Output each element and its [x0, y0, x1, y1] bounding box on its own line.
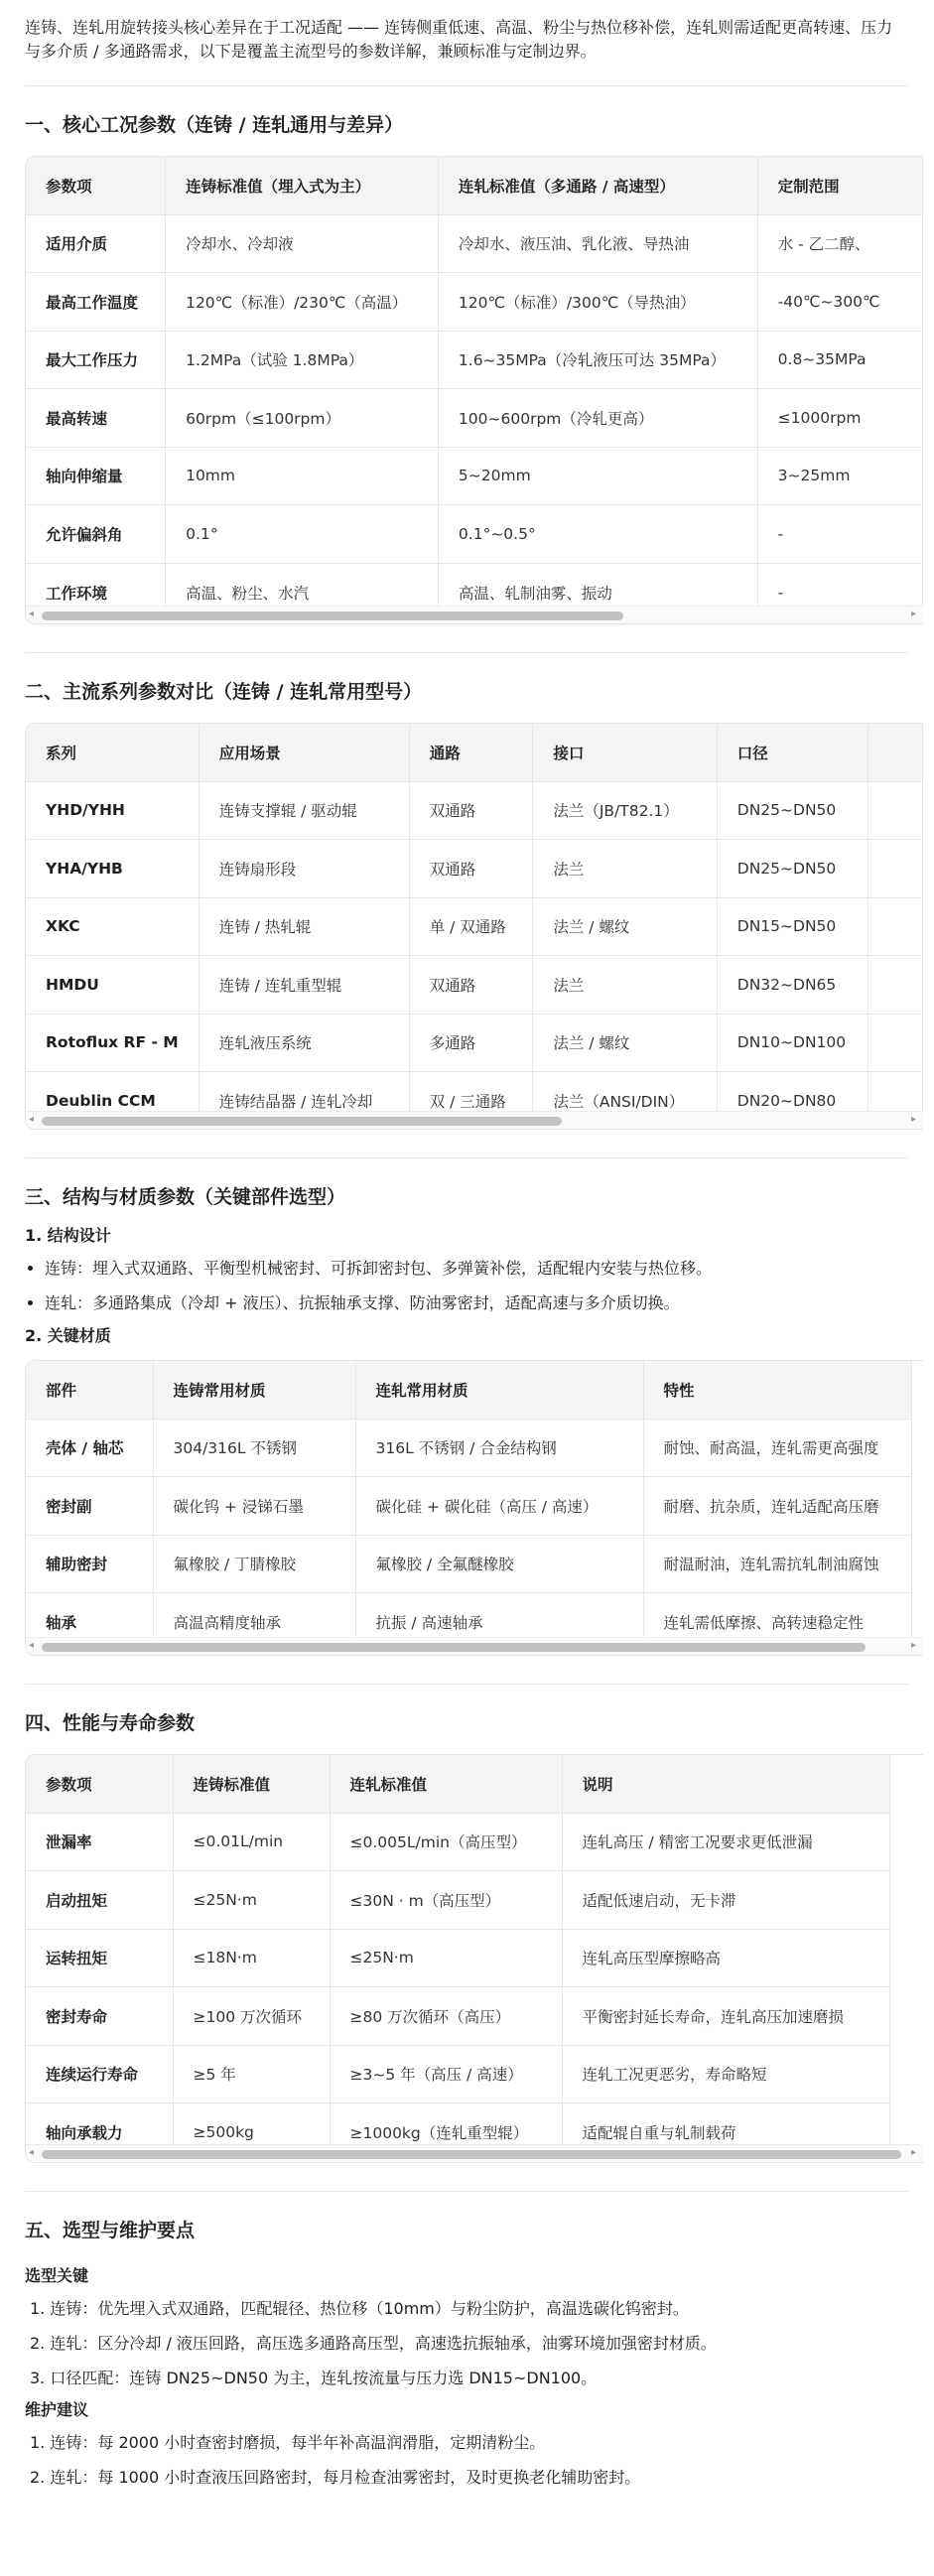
table-cell: 氟橡胶 / 全氟醚橡胶: [355, 1535, 643, 1593]
selection-list: [25, 2291, 934, 2395]
table-header: 口径: [717, 724, 867, 781]
structure-list: [25, 1251, 934, 1320]
table-header: 连铸标准值: [173, 1755, 330, 1813]
table-row: [26, 1477, 911, 1536]
table-cell: DN32~DN65: [717, 956, 867, 1015]
table-cell: ≤0.01L/min: [173, 1813, 330, 1871]
table-cell: ≥5 年: [173, 2045, 330, 2103]
subheading-materials: 2. 关键材质: [25, 1326, 111, 1345]
section-title-selection: 五、选型与维护要点: [25, 2220, 196, 2241]
scroll-left-icon[interactable]: ◂: [29, 1114, 35, 1125]
section-title-core-params: 一、核心工况参数（连铸 / 连轧通用与差异）: [25, 114, 404, 136]
performance-table: [25, 1754, 923, 2163]
table-cell: 3~25mm: [757, 447, 922, 505]
table-header: 参数项: [26, 157, 166, 214]
table-cell: 工作环境: [26, 563, 166, 621]
table-cell: -40℃~300℃: [757, 273, 922, 332]
table-cell: 多通路: [409, 1014, 533, 1072]
table-row: [26, 214, 923, 273]
divider: [25, 1157, 908, 1158]
table-row: [26, 1014, 923, 1072]
table-cell: 0.1°~0.5°: [438, 505, 757, 564]
table-header: [868, 724, 923, 781]
table-cell: 1.2MPa（试验 1.8MPa）: [166, 331, 439, 389]
table-cell: 60rpm（≤100rpm）: [166, 389, 439, 448]
table-row: [26, 331, 923, 389]
divider: [25, 85, 908, 86]
table-cell: 连轧高压型摩擦略高: [562, 1929, 889, 1987]
table-row: [26, 505, 923, 564]
table-cell: 316L 不锈钢 / 合金结构钢: [355, 1419, 643, 1477]
table-cell: ≥3~5 年（高压 / 高速）: [330, 2045, 562, 2103]
table-cell: 耐磨、抗杂质，连轧适配高压磨: [643, 1477, 911, 1536]
table-cell: 最大工作压力: [26, 331, 166, 389]
table-cell: 轴承: [26, 1593, 153, 1652]
list-item: 2. 连轧：每 1000 小时查液压回路密封，每月检查油雾密封，及时更换老化辅助密封。: [30, 2468, 641, 2487]
subheading-selection: 选型关键: [25, 2266, 89, 2285]
table-cell: ≤30N · m（高压型）: [330, 1871, 562, 1930]
table-cell: ≤0.005L/min（高压型）: [330, 1813, 562, 1871]
table-cell: 双通路: [409, 840, 533, 898]
table-cell: ≥100 万次循环: [173, 1987, 330, 2046]
table-cell: DN20~DN80: [717, 1072, 867, 1131]
table-cell: 最高转速: [26, 389, 166, 448]
table-cell: 120℃（标准）/230℃（高温）: [166, 273, 439, 332]
table-cell: 0.8~35MPa: [757, 331, 922, 389]
article: [0, 16, 934, 2495]
divider: [25, 652, 908, 653]
table-cell: DN15~DN50: [717, 897, 867, 956]
section-title-structure: 三、结构与材质参数（关键部件选型）: [25, 1186, 346, 1208]
scrollbar-thumb[interactable]: [42, 611, 623, 620]
table-header: 接口: [533, 724, 717, 781]
table-cell: 连轧液压系统: [199, 1014, 409, 1072]
scroll-right-icon[interactable]: ▸: [910, 609, 916, 619]
table-cell: ≥80 万次循环（高压）: [330, 1987, 562, 2046]
table-header: 特性: [643, 1361, 911, 1419]
horizontal-scrollbar[interactable]: [26, 606, 923, 623]
horizontal-scrollbar[interactable]: [26, 1111, 923, 1129]
table-cell: 双 / 三通路: [409, 1072, 533, 1131]
divider: [25, 2191, 908, 2192]
table-header: 定制范围: [757, 157, 922, 214]
table-cell: DN10~DN100: [717, 1014, 867, 1072]
subheading-structure: 1. 结构设计: [25, 1226, 111, 1245]
table-row: [26, 840, 923, 898]
table-header: 说明: [562, 1755, 889, 1813]
table-cell: -: [757, 563, 922, 621]
table-cell: 连轧高压 / 精密工况要求更低泄漏: [562, 1813, 889, 1871]
table-header: 连铸常用材质: [153, 1361, 355, 1419]
table-cell: 辅助密封: [26, 1535, 153, 1593]
scroll-right-icon[interactable]: ▸: [910, 2147, 916, 2158]
table-cell: 高温、粉尘、水汽: [166, 563, 439, 621]
table-cell: 法兰 / 螺纹: [533, 897, 717, 956]
table-cell: 启动扭矩: [26, 1871, 173, 1930]
table-cell: 100~600rpm（冷轧更高）: [438, 389, 757, 448]
table-header: 系列: [26, 724, 199, 781]
table-cell: 连续运行寿命: [26, 2045, 173, 2103]
table-row: [26, 1987, 889, 2046]
subheading-maintenance: 维护建议: [25, 2400, 89, 2419]
table-cell: 适用介质: [26, 214, 166, 273]
series-table: [25, 723, 923, 1130]
table-cell: 连铸扇形段: [199, 840, 409, 898]
scroll-left-icon[interactable]: ◂: [29, 2147, 35, 2158]
table-header: 连轧标准值（多通路 / 高速型）: [438, 157, 757, 214]
table-cell: 连铸 / 热轧辊: [199, 897, 409, 956]
table-row: [26, 956, 923, 1015]
table-cell: ≤25N·m: [173, 1871, 330, 1930]
table-cell: 120℃（标准）/300℃（导热油）: [438, 273, 757, 332]
table-cell: 抗振 / 高速轴承: [355, 1593, 643, 1652]
table-cell: 单 / 双通路: [409, 897, 533, 956]
list-item: • 连轧：多通路集成（冷却 + 液压）、抗振轴承支撑、防油雾密封，适配高速与多介质切换。: [45, 1286, 934, 1320]
table-cell: 双通路: [409, 956, 533, 1015]
list-item: 1. 连铸：每 2000 小时查密封磨损，每半年补高温润滑脂，定期清粉尘。: [30, 2433, 546, 2452]
table-cell: 连铸 / 连轧重型辊: [199, 956, 409, 1015]
table-cell: ≤18N·m: [173, 1929, 330, 1987]
table-cell: Rotoflux RF - M: [26, 1014, 199, 1072]
table-row: [26, 897, 923, 956]
scroll-left-icon[interactable]: ◂: [29, 1640, 35, 1651]
table-cell: [868, 956, 923, 1015]
table-cell: DN25~DN50: [717, 781, 867, 840]
table-cell: 高温高精度轴承: [153, 1593, 355, 1652]
table-cell: 最高工作温度: [26, 273, 166, 332]
section-title-performance: 四、性能与寿命参数: [25, 1712, 196, 1734]
table-cell: ≤1000rpm: [757, 389, 922, 448]
table-cell: -: [757, 505, 922, 564]
table-cell: [868, 781, 923, 840]
horizontal-scrollbar[interactable]: [26, 2144, 923, 2162]
table-cell: 连轧需低摩擦、高转速稳定性: [643, 1593, 911, 1652]
table-header: 部件: [26, 1361, 153, 1419]
table-cell: 双通路: [409, 781, 533, 840]
table-cell: 法兰（JB/T82.1）: [533, 781, 717, 840]
list-item: 1. 连铸：优先埋入式双通路，匹配辊径、热位移（10mm）与粉尘防护，高温选碳化钨密封。: [30, 2299, 689, 2318]
table-cell: HMDU: [26, 956, 199, 1015]
table-row: [26, 447, 923, 505]
table-cell: 耐蚀、耐高温，连轧需更高强度: [643, 1419, 911, 1477]
table-header: 连轧标准值: [330, 1755, 562, 1813]
list-item: • 连铸：埋入式双通路、平衡型机械密封、可拆卸密封包、多弹簧补偿，适配辊内安装与热位移。: [45, 1251, 934, 1286]
section-title-series: 二、主流系列参数对比（连铸 / 连轧常用型号）: [25, 681, 423, 703]
scrollbar-thumb[interactable]: [42, 2150, 901, 2159]
intro-paragraph: 连铸、连轧用旋转接头核心差异在于工况适配 —— 连铸侧重低速、高温、粉尘与热位移补偿，连轧则需适配更高转速、压力与多介质 / 多通路需求，以下是覆盖主流型号的参数详解，兼顾标准与定制边界。: [25, 18, 893, 61]
scroll-right-icon[interactable]: ▸: [910, 1114, 916, 1125]
table-cell: 壳体 / 轴芯: [26, 1419, 153, 1477]
table-cell: [868, 840, 923, 898]
table-row: [26, 1871, 889, 1930]
table-cell: 密封寿命: [26, 1987, 173, 2046]
table-cell: 冷却水、冷却液: [166, 214, 439, 273]
table-cell: 平衡密封延长寿命，连轧高压加速磨损: [562, 1987, 889, 2046]
table-cell: [868, 897, 923, 956]
table-cell: 法兰 / 螺纹: [533, 1014, 717, 1072]
list-item: 3. 口径匹配：连铸 DN25~DN50 为主，连轧按流量与压力选 DN15~DN100。: [30, 2369, 598, 2387]
table-cell: 连铸结晶器 / 连轧冷却: [199, 1072, 409, 1131]
table-cell: [868, 1014, 923, 1072]
table-cell: 水 - 乙二醇、: [757, 214, 922, 273]
table-cell: 连铸支撑辊 / 驱动辊: [199, 781, 409, 840]
list-item: 2. 连轧：区分冷却 / 液压回路，高压选多通路高压型，高速选抗振轴承，油雾环境加强密封材质。: [30, 2334, 717, 2353]
table-cell: ≥500kg: [173, 2103, 330, 2162]
core-params-table: [25, 156, 923, 624]
scrollbar-thumb[interactable]: [42, 1643, 866, 1652]
table-cell: XKC: [26, 897, 199, 956]
table-cell: DN25~DN50: [717, 840, 867, 898]
table-header: 应用场景: [199, 724, 409, 781]
table-cell: YHA/YHB: [26, 840, 199, 898]
table-cell: 适配低速启动，无卡滞: [562, 1871, 889, 1930]
horizontal-scrollbar[interactable]: [26, 1637, 923, 1655]
table-cell: 连轧工况更恶劣，寿命略短: [562, 2045, 889, 2103]
table-cell: 法兰: [533, 956, 717, 1015]
scroll-left-icon[interactable]: ◂: [29, 609, 35, 619]
scroll-right-icon[interactable]: ▸: [910, 1640, 916, 1651]
table-cell: 304/316L 不锈钢: [153, 1419, 355, 1477]
table-header: 连轧常用材质: [355, 1361, 643, 1419]
table-cell: 密封副: [26, 1477, 153, 1536]
table-cell: 适配辊自重与轧制载荷: [562, 2103, 889, 2162]
table-cell: Deublin CCM: [26, 1072, 199, 1131]
table-cell: 法兰（ANSI/DIN）: [533, 1072, 717, 1131]
table-row: [26, 273, 923, 332]
table-header: 连铸标准值（埋入式为主）: [166, 157, 439, 214]
table-cell: 运转扭矩: [26, 1929, 173, 1987]
table-row: [26, 781, 923, 840]
table-row: [26, 2045, 889, 2103]
scrollbar-thumb[interactable]: [42, 1117, 562, 1126]
table-row: [26, 1535, 911, 1593]
table-header: 通路: [409, 724, 533, 781]
materials-table: [25, 1360, 923, 1656]
table-cell: 法兰: [533, 840, 717, 898]
table-cell: 氟橡胶 / 丁腈橡胶: [153, 1535, 355, 1593]
table-cell: 耐温耐油，连轧需抗轧制油腐蚀: [643, 1535, 911, 1593]
table-cell: YHD/YHH: [26, 781, 199, 840]
table-cell: 冷却水、液压油、乳化液、导热油: [438, 214, 757, 273]
maintenance-list: [25, 2425, 934, 2495]
table-cell: 轴向伸缩量: [26, 447, 166, 505]
table-cell: 轴向承载力: [26, 2103, 173, 2162]
table-row: [26, 1813, 889, 1871]
table-cell: ≤25N·m: [330, 1929, 562, 1987]
table-cell: 10mm: [166, 447, 439, 505]
table-header: 参数项: [26, 1755, 173, 1813]
table-cell: 0.1°: [166, 505, 439, 564]
table-row: [26, 1419, 911, 1477]
table-cell: 泄漏率: [26, 1813, 173, 1871]
table-cell: 5~20mm: [438, 447, 757, 505]
table-cell: 高温、轧制油雾、振动: [438, 563, 757, 621]
table-row: [26, 1929, 889, 1987]
divider: [25, 1684, 908, 1685]
table-row: [26, 389, 923, 448]
table-cell: 碳化钨 + 浸锑石墨: [153, 1477, 355, 1536]
table-cell: 允许偏斜角: [26, 505, 166, 564]
table-cell: 碳化硅 + 碳化硅（高压 / 高速）: [355, 1477, 643, 1536]
table-cell: ≥1000kg（连轧重型辊）: [330, 2103, 562, 2162]
table-cell: 1.6~35MPa（冷轧液压可达 35MPa）: [438, 331, 757, 389]
